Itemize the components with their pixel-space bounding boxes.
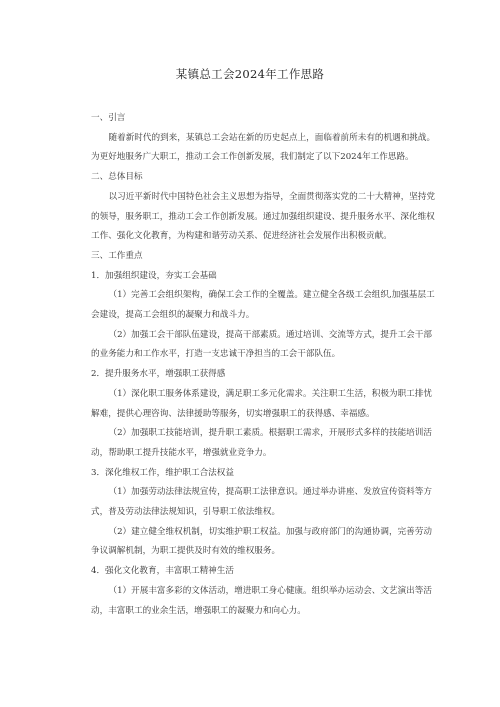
intro-paragraph: 随着新时代的到来，某镇总工会站在新的历史起点上，面临着前所未有的机遇和挑战。为更好地服务广大职工，推动工会工作创新发展，我们制定了以下2024年工作思路。	[91, 132, 436, 163]
priority-4-point-1: （1）开展丰富多彩的文体活动，增进职工身心健康。组织举办运动会、文艺演出等活动，丰富职工的业余生活，增强职工的凝聚力和向心力。	[91, 585, 432, 616]
priority-3-point-2: （2）建立健全维权机制，切实维护职工权益。加强与政府部门的沟通协调，完善劳动争议调解机制，为职工提供及时有效的维权服务。	[91, 526, 432, 557]
priority-3-point-1: （1）加强劳动法律法规宣传，提高职工法律意识。通过举办讲座、发放宣传资料等方式，普及劳动法律法规知识，引导职工依法维权。	[91, 487, 432, 518]
goals-paragraph: 以习近平新时代中国特色社会主义思想为指导，全面贯彻落实党的二十大精神，坚持党的领导，服务职工，推动工会工作创新发展。通过加强组织建设、提升服务水平、深化维权工作、强化文化教育，为构建和谐劳动关系、促进经济社会发展作出积极贡献。	[91, 191, 436, 242]
priority-item-2: 2．提升服务水平，增强职工获得感	[91, 369, 226, 380]
priority-item-4: 4．强化文化教育，丰富职工精神生活	[91, 566, 234, 577]
priority-1-point-2: （2）加强工会干部队伍建设，提高干部素质。通过培训、交流等方式，提升工会干部的业务能力和工作水平，打造一支忠诚干净担当的工会干部队伍。	[91, 329, 432, 360]
priority-1-point-1: （1）完善工会组织架构，确保工会工作的全覆盖。建立健全各级工会组织,加强基层工会建设，提高工会组织的凝聚力和战斗力。	[91, 290, 435, 321]
priority-2-point-2: （2）加强职工技能培训，提升职工素质。根据职工需求，开展形式多样的技能培训活动，帮助职工提升技能水平，增强就业竞争力。	[91, 428, 432, 458]
document-body	[91, 109, 436, 621]
priority-2-point-1: （1）深化职工服务体系建设，满足职工多元化需求。关注职工生活，积极为职工排忧解难，提供心理咨询、法律援助等服务，切实增强职工的获得感、幸福感。	[91, 388, 432, 419]
section-heading-priorities: 三、工作重点	[91, 250, 143, 261]
document-title: 某镇总工会2024年工作思路	[175, 67, 325, 81]
section-heading-intro: 一、引言	[91, 113, 126, 123]
priority-item-1: 1．加强组织建设，夯实工会基础	[91, 270, 217, 281]
section-heading-goals: 二、总体目标	[91, 172, 143, 183]
priority-item-3: 3．深化维权工作，维护职工合法权益	[91, 467, 234, 478]
